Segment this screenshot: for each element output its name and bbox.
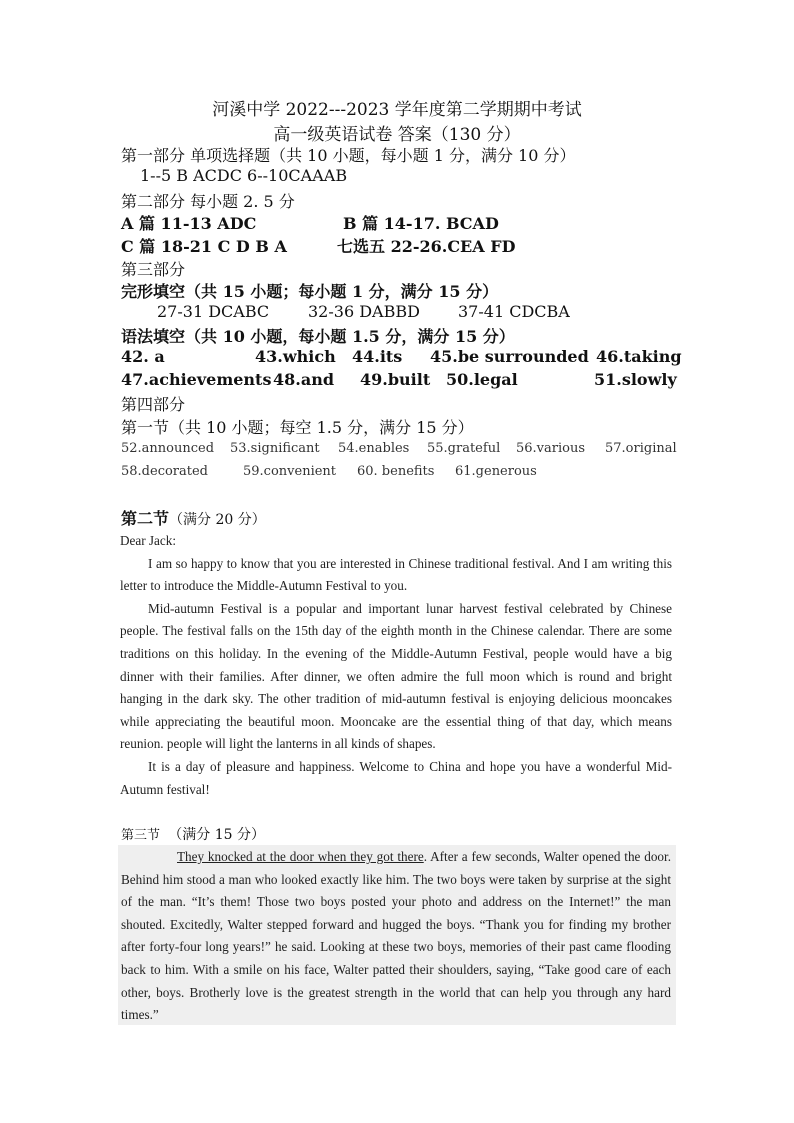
letter-greeting: Dear Jack: <box>120 533 177 548</box>
section2-title: 第二节 <box>121 509 170 528</box>
vocab-answer: 58.decorated <box>121 464 209 479</box>
story-underlined-sentence: They knocked at the door when they got there <box>177 849 424 864</box>
letter-paragraph: I am so happy to know that you are interested in Chinese traditional festival. And I am writing this letter to introduce the Middle-Autumn Festival to you. <box>120 555 672 594</box>
grammar-answer: 42. a <box>121 347 165 366</box>
exam-subtitle: 高一级英语试卷 答案（130 分） <box>273 125 521 145</box>
vocab-answer: 54.enables <box>338 441 410 456</box>
section3-heading <box>121 824 265 844</box>
part2-passage-a: A 篇 11-13 ADC <box>121 214 257 233</box>
story-continuation: . After a few seconds, Walter opened the door. Behind him stood a man who looked exactly like him. The two boys were taken by surprise at the sight of the man. “It’s them! Those two boys posted your photo and address on the Internet!” the man shouted. Excitedly, Walter stepped forward and hugged the boys. “Thank you for finding my brother after forty-four long years!” he said. Looking at these two boys, memories of their past came flooding back to him. With a smile on his face, Walter patted their shoulders, saying, “Take good care of each other, boys. Brotherly love is the greatest strength in the world that can help you through any hard times.” <box>121 849 671 1023</box>
vocab-answer: 53.significant <box>230 441 320 456</box>
vocab-answer: 52.announced <box>121 441 215 456</box>
grammar-answer: 48.and <box>273 370 335 389</box>
vocab-answer: 60. benefits <box>357 464 435 479</box>
story-paragraph <box>121 846 671 1027</box>
part3-heading: 第三部分 <box>121 260 186 279</box>
vocab-answer: 56.various <box>516 441 586 456</box>
cloze-answer: 32-36 DABBD <box>308 302 420 321</box>
section2-heading <box>121 506 266 529</box>
cloze-answer: 37-41 CDCBA <box>458 302 570 321</box>
grammar-answer: 44.its <box>352 347 403 366</box>
letter-paragraph: Mid-autumn Festival is a popular and important lunar harvest festival celebrated by Chinese people. The festival falls on the 15th day of the eighth month in the Chinese calendar. There are some traditions on this holiday. In the evening of the Middle-Autumn Festival, people would have a big dinner with their families. After dinner, we often admire the full moon which is round and bright hanging in the dark sky. The other tradition of mid-autumn festival is enjoying delicious mooncakes while appreciating the beautiful moon. Mooncake are the essential thing of that day, which means reunion. people will light the lanterns in all kinds of shapes. <box>120 600 672 752</box>
vocab-answer: 57.original <box>605 441 677 456</box>
vocab-answer: 55.grateful <box>427 441 501 456</box>
section2-score: （满分 20 分） <box>169 512 266 528</box>
grammar-answer: 51.slowly <box>594 370 677 389</box>
section3-score: （满分 15 分） <box>168 827 265 843</box>
cloze-answer: 27-31 DCABC <box>157 302 270 321</box>
grammar-answer: 46.taking <box>596 347 682 366</box>
letter-paragraph: It is a day of pleasure and happiness. Welcome to China and hope you have a wonderful Mid-Autumn festival! <box>120 758 672 797</box>
section3-title: 第三节 <box>121 828 161 843</box>
grammar-heading: 语法填空（共 10 小题，每小题 1.5 分，满分 15 分） <box>121 327 515 346</box>
story <box>121 846 671 1027</box>
grammar-answer: 45.be surrounded <box>430 347 589 366</box>
part1-heading: 第一部分 单项选择题（共 10 小题，每小题 1 分，满分 10 分） <box>121 146 576 165</box>
part2-seven-choose-five: 七选五 22-26.CEA FD <box>337 237 516 256</box>
vocab-answer: 59.convenient <box>243 464 337 479</box>
part4-heading: 第四部分 <box>121 395 186 414</box>
cloze-heading <box>121 279 498 302</box>
grammar-answer: 47.achievements <box>121 370 272 389</box>
part2-heading: 第二部分 每小题 2. 5 分 <box>121 192 295 211</box>
grammar-answer: 43.which <box>255 347 336 366</box>
exam-title: 河溪中学 2022---2023 学年度第二学期期中考试 <box>212 100 582 120</box>
section1-heading: 第一节（共 10 小题；每空 1.5 分，满分 15 分） <box>121 418 474 437</box>
cloze-heading-text: 完形填空（共 15 小题；每小题 1 分，满分 15 分） <box>121 282 499 301</box>
grammar-answer: 49.built <box>360 370 431 389</box>
vocab-answer: 61.generous <box>455 464 537 479</box>
grammar-answer: 50.legal <box>446 370 518 389</box>
part1-answers: 1--5 B ACDC 6--10CAAAB <box>140 166 348 185</box>
letter <box>120 530 672 801</box>
part2-passage-b: B 篇 14-17. BCAD <box>343 214 499 233</box>
part2-passage-c: C 篇 18-21 C D B A <box>121 237 287 256</box>
